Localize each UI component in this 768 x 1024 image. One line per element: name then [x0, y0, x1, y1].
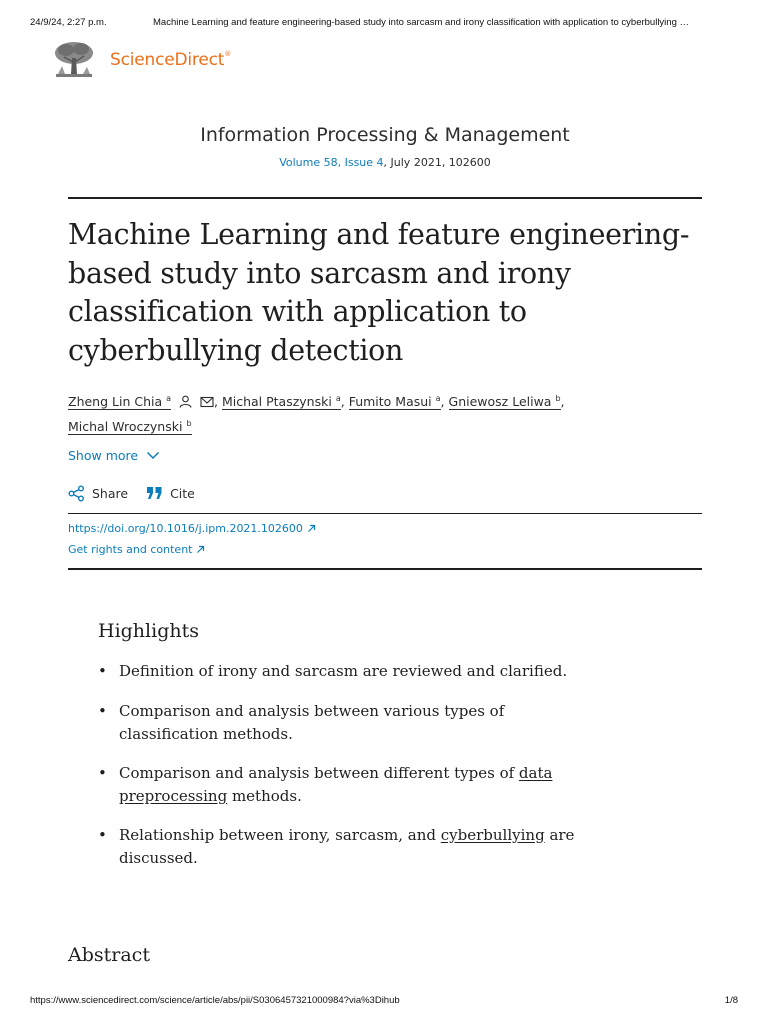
author-link[interactable]: Michal Wroczynski $^b$	[68, 419, 192, 434]
article-actions	[68, 485, 213, 502]
author-link[interactable]: Fumito Masui $^a$	[348, 394, 441, 409]
bullet: •	[98, 701, 107, 720]
chevron-down-icon	[146, 451, 160, 460]
external-link-icon	[307, 524, 316, 533]
elsevier-tree-icon	[52, 40, 96, 80]
print-page-number: 1/8	[724, 995, 738, 1006]
actions-divider	[68, 513, 702, 514]
brand-name: ScienceDirect®	[110, 50, 232, 70]
topic-link[interactable]: data preprocessing	[119, 763, 553, 805]
author-link[interactable]: Michal Ptaszynski $^a$	[221, 394, 341, 409]
show-more-button[interactable]	[68, 448, 160, 463]
list-item: • Definition of irony and sarcasm are reviewed and clarified.	[98, 660, 588, 684]
cite-button[interactable]	[146, 486, 195, 501]
show-more-label: Show more	[68, 448, 139, 463]
author-list: Zheng Lin Chia $^a$ , Michal Ptaszynski $^a$, Fumito Masui $^a$, Gniewosz Leliwa $^b$, Michal Wroczynski $^b$	[68, 394, 565, 434]
doi-link[interactable]: https://doi.org/10.1016/j.ipm.2021.102600	[68, 522, 316, 535]
external-link-icon	[196, 545, 205, 554]
cite-label: Cite	[170, 486, 195, 501]
list-item: • Relationship between irony, sarcasm, and cyberbullying are discussed.	[98, 825, 575, 867]
print-header	[30, 17, 738, 28]
share-label: Share	[92, 486, 129, 501]
author-link[interactable]: Gniewosz Leliwa $^b$	[448, 394, 561, 409]
quote-icon	[146, 486, 163, 501]
highlights-list	[98, 660, 588, 871]
issue-date: , July 2021, 102600	[383, 156, 491, 169]
print-url: https://www.sciencedirect.com/science/article/abs/pii/S0306457321000984?via%3Dihub	[30, 995, 400, 1006]
article-title: Machine Learning and feature engineering-based study into sarcasm and irony classification with application to cyberbullying detection	[68, 218, 690, 367]
list-item: • Comparison and analysis between different types of data preprocessing methods.	[98, 763, 553, 805]
list-item: • Comparison and analysis between various types of classification methods.	[98, 701, 505, 743]
highlights-heading: Highlights	[98, 620, 199, 642]
journal-title[interactable]: Information Processing & Management	[200, 124, 570, 146]
print-date: 24/9/24, 2:27 p.m.	[30, 17, 107, 28]
author-link[interactable]: Zheng Lin Chia $^a$	[68, 394, 172, 409]
volume-issue-link[interactable]: Volume 58, Issue 4	[279, 156, 384, 169]
print-title: Machine Learning and feature engineering-based study into sarcasm and irony classification with application to cyberbullying …	[153, 17, 689, 28]
sciencedirect-logo[interactable]	[52, 40, 231, 80]
bullet: •	[98, 825, 107, 844]
bullet: •	[98, 763, 107, 782]
bullet: •	[98, 662, 107, 680]
print-footer	[30, 995, 738, 1006]
email-icon[interactable]	[200, 396, 214, 408]
top-divider	[68, 197, 702, 199]
issue-line	[68, 156, 702, 169]
links-divider	[68, 568, 702, 570]
topic-link[interactable]: cyberbullying	[440, 825, 545, 844]
abstract-heading: Abstract	[68, 944, 150, 966]
rights-link[interactable]: Get rights and content	[68, 543, 205, 556]
share-button[interactable]	[68, 485, 128, 502]
person-icon[interactable]	[179, 395, 192, 408]
share-icon	[68, 485, 85, 502]
